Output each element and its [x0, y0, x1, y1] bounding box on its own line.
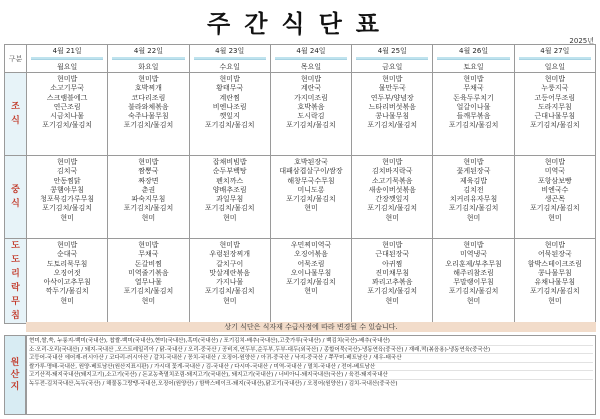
menu-item: 현미: [141, 296, 156, 305]
menu-cell: [514, 73, 595, 156]
menu-item: 코다리조림: [131, 93, 166, 102]
menu-cell: [352, 73, 433, 156]
menu-cell: [352, 156, 433, 239]
menu-cell: [270, 73, 351, 156]
origin-line: 쌀가루·명태-국내산, 원양-베트남산(원산지표시판) / 가시대 꽃게-국내산 / 김-국내산 / 다시마-국내산 / 미역-국내산 / 멸치-국내산 / 전어-베트남산: [29, 363, 593, 372]
menu-item: 현미: [466, 296, 481, 305]
origin-line: 소·오리-오리(국내산) / 돼지-국내산 ,오스트레일리아 / 닭-국내산 / 오리-중국산 / 공비지,연두부,순두부,두부-대두(외국산) / 종합어묵(국산)-냉동연육(중국산) / 재래,떡(볶음용)-냉동연육(중국산): [29, 346, 593, 355]
day-date: 4월 23일: [215, 47, 245, 55]
day-weekday: 금요일: [382, 63, 403, 71]
menu-item: 계란국: [300, 84, 322, 93]
menu-item: 연근조림: [53, 102, 81, 111]
menu-item: 해주리참조림: [453, 268, 494, 277]
day-header: [27, 45, 108, 73]
origin-label-char: 산: [10, 370, 20, 380]
menu-item: 느타리버섯볶음: [368, 102, 416, 111]
gubun-header: 구분: [5, 45, 27, 73]
meal-label-char: 조: [11, 102, 20, 112]
menu-item: 김치전: [463, 185, 484, 194]
menu-item: 비엔나조림: [212, 102, 247, 111]
menu-item: 현미밥: [463, 241, 484, 249]
menu-cell: [108, 73, 189, 156]
menu-item: 포기김치/물김치: [204, 287, 255, 296]
menu-item: 대패삼겹살구이/쌈장: [279, 167, 343, 176]
menu-item: 도라지무침: [537, 102, 572, 111]
menu-item: 무채국: [138, 250, 159, 259]
menu-item: 물만두국: [378, 84, 406, 93]
menu-item: 김치바지락국: [371, 167, 413, 176]
weekday-bar: [31, 57, 103, 60]
header-row: [5, 45, 596, 73]
origin-line: 고기산적-돼지국내산(돼지고기),소고기(국산) / 돈교농축멸치조림-돼지고기(국내산), 돼지고기(국내산) / 너비아니-돼지국내산(국산) / 육전-돼지국내산: [29, 371, 593, 380]
origin-label: [4, 335, 26, 415]
menu-item: 불라와체볶음: [128, 102, 169, 111]
menu-item: 계란찜: [219, 93, 240, 102]
menu-item: 도시락김: [297, 112, 325, 121]
menu-item: 소고기묵볶음: [371, 176, 413, 185]
menu-item: 오이나물무침: [290, 268, 332, 277]
menu-item: 어묵조림: [297, 259, 325, 268]
menu-item: 근대나물무침: [534, 112, 576, 121]
menu-item: 깻잎지: [219, 112, 240, 121]
menu-item: 함박스테이크조림: [527, 259, 582, 268]
menu-cell: [108, 156, 189, 239]
menu-item: 포기김치/물김치: [286, 121, 336, 130]
menu-item: 현미: [60, 296, 74, 305]
menu-item: 가지나물: [216, 278, 244, 287]
menu-item: 근대된장국: [375, 250, 410, 259]
menu-item: 치커리유자무침: [449, 195, 498, 204]
day-header: [433, 45, 514, 73]
menu-item: 소고기무국: [50, 84, 85, 93]
origin-label-char: 원: [10, 358, 20, 368]
notice-banner: 상기 식단은 식자재 수급사정에 따라 변경될 수 있습니다.: [26, 322, 596, 332]
menu-item: 어묵된장국: [537, 250, 572, 259]
menu-item: 호박된장국: [294, 158, 328, 166]
menu-item: 춘권: [141, 185, 156, 194]
meal-label: [5, 156, 27, 239]
origin-label-char: 지: [10, 382, 20, 392]
menu-item: 파숙지무침: [131, 195, 166, 204]
menu-item: 현미: [304, 287, 318, 296]
menu-item: 해창무국수무침: [287, 176, 335, 185]
menu-item: 현미: [466, 213, 481, 222]
menu-item: 미역국: [544, 167, 565, 176]
menu-item: 김치국: [56, 167, 78, 176]
meal-label-char: 리: [11, 269, 20, 279]
day-header: [108, 45, 189, 73]
menu-item: 미니도롱: [297, 185, 325, 194]
menu-item: 현미밥: [138, 241, 159, 249]
day-weekday: 수요일: [219, 63, 240, 71]
menu-item: 비엔국수: [541, 185, 569, 194]
weekday-bar: [112, 57, 184, 60]
menu-item: 현미: [60, 213, 74, 222]
menu-item: 아귀찜: [382, 259, 403, 268]
menu-cell: [433, 73, 514, 156]
day-date: 4월 25일: [377, 47, 407, 55]
day-date: 4월 24일: [296, 47, 326, 55]
menu-item: 생곤목: [544, 195, 565, 204]
origin-line: 현미,쌀,쑥, 누룽지-백미(국내산), 찹쌀-백미(국내산),현미(국내산),흑미(국내산) / 포기김치-배추(국내산),고춧가루(국내산) / 백김치(국산)-배추(국내산): [29, 337, 593, 346]
menu-item: 짬뽕국: [138, 167, 159, 176]
day-date: 4월 21일: [52, 47, 82, 55]
menu-item: 현미: [385, 213, 400, 222]
menu-cell: [514, 239, 595, 324]
day-date: 4월 26일: [458, 47, 489, 55]
menu-item: 무채국: [463, 84, 484, 93]
menu-item: 미역냉국: [460, 250, 488, 259]
menu-item: 갈치구이: [216, 259, 244, 268]
day-header: [189, 45, 270, 73]
menu-cell: [108, 239, 189, 324]
menu-item: 안동찜닭: [53, 176, 81, 185]
menu-item: 양배추조림: [212, 185, 247, 194]
meal-label: [5, 73, 27, 156]
menu-item: 포기김치/물김치: [529, 287, 580, 296]
menu-item: 순대국: [56, 250, 78, 259]
menu-item: 새송이버섯볶음: [368, 185, 416, 194]
menu-item: 유채나물무침: [534, 278, 576, 287]
meal-label-char: 도: [11, 241, 20, 251]
menu-item: 현미밥: [219, 75, 240, 83]
menu-item: 도토리묵무침: [46, 259, 88, 268]
day-weekday: 목요일: [300, 63, 322, 71]
menu-item: 청포묵김가루무침: [40, 195, 95, 204]
menu-item: 현미밥: [463, 158, 484, 166]
menu-item: 아삭이고추무침: [43, 278, 91, 287]
day-header: [514, 45, 595, 73]
menu-item: 순두부백탕: [212, 167, 247, 176]
menu-item: 제육김밥: [460, 176, 488, 185]
menu-item: 꽈리고추볶음: [371, 278, 413, 287]
menu-item: 포기김치/물김치: [529, 204, 580, 213]
menu-item: 현미밥: [544, 241, 565, 249]
meal-label-char: 무: [11, 297, 20, 307]
origin-line: 고등어-국내산 에어재-러시아산 / 코다리-러시아산 / 갈치-국내산 / 꽁치-국내산 / 오징어-원양산 / 아귀-중국산 / 낙지-중국산 / 쭈꾸미-베트남산 / 새우-태국산: [29, 354, 593, 363]
weekly-menu-table: [4, 44, 596, 324]
meal-label-char: 중: [11, 185, 20, 195]
menu-item: 누룽지국: [541, 84, 569, 93]
meal-label-char: 식: [11, 199, 20, 209]
menu-item: 현미밥: [463, 75, 484, 83]
meal-label: [5, 239, 27, 324]
menu-item: 잡채비빔밥: [212, 158, 247, 166]
page-title: 주간식단표: [207, 10, 393, 38]
menu-cell: [189, 73, 270, 156]
day-header: [270, 45, 351, 73]
meal-label-char: 식: [11, 116, 20, 126]
menu-item: 황태무국: [216, 84, 244, 93]
menu-item: 포기김치/물김치: [529, 121, 580, 130]
meal-row-lunch: [5, 156, 596, 239]
menu-item: 콩나물무침: [375, 112, 410, 121]
menu-item: 포기김치/물김치: [204, 121, 255, 130]
menu-item: 현미: [222, 296, 237, 305]
menu-item: 현미밥: [138, 75, 159, 83]
menu-item: 포기김치/물김치: [448, 121, 499, 130]
menu-cell: [270, 156, 351, 239]
menu-item: 우민찌미역국: [290, 241, 332, 249]
origin-line: 녹두전-김치국내산,녹두(국산) / 해물동그랑땡-국내산,오징어(원양산) / 함박스테이크-돼지(국내산),닭고기(국내산) / 오징어(원양산) / 김치-국내산(중국산): [29, 380, 398, 387]
menu-item: 현미: [141, 213, 156, 222]
menu-item: 현미밥: [219, 241, 240, 249]
menu-item: 맛살계란볶음: [209, 268, 250, 277]
meal-label-char: 도: [11, 255, 20, 265]
menu-item: 미역줄기볶음: [128, 268, 169, 277]
menu-item: 짜장면: [138, 176, 159, 185]
menu-item: 포기김치/물김치: [204, 204, 255, 213]
menu-cell: [27, 239, 108, 324]
menu-item: 포기김치/물김치: [448, 204, 499, 213]
menu-item: 호박볶음: [297, 102, 325, 111]
day-weekday: 월요일: [56, 63, 78, 71]
menu-item: 오징어젓: [53, 268, 81, 277]
menu-item: 현미밥: [382, 158, 403, 166]
menu-item: 열무나물: [134, 278, 162, 287]
menu-item: 현미밥: [138, 158, 159, 166]
menu-item: 오리훈제/부추무침: [445, 259, 502, 268]
menu-item: 현미밥: [56, 241, 78, 249]
weekday-bar: [275, 57, 347, 60]
menu-item: 현미: [304, 204, 318, 213]
menu-cell: [514, 156, 595, 239]
menu-item: 숙주나물무침: [128, 112, 169, 121]
menu-item: 스크램블에그: [46, 93, 88, 102]
menu-item: 현미밥: [56, 75, 78, 83]
menu-cell: [352, 239, 433, 324]
menu-cell: [27, 73, 108, 156]
weekday-bar: [194, 57, 266, 60]
menu-item: 포기김치/물김치: [123, 204, 174, 213]
menu-item: 무말랭이무침: [453, 278, 494, 287]
meal-row-dinner: [5, 239, 596, 324]
menu-item: 포기김치/물김치: [448, 287, 499, 296]
menu-item: 간장깻잎지: [375, 195, 410, 204]
menu-item: 오징어볶음: [294, 250, 328, 259]
menu-item: 진미채무침: [375, 268, 410, 277]
menu-item: 포기김치/물김치: [367, 121, 418, 130]
menu-item: 펜치까스: [216, 176, 244, 185]
menu-item: 포기김치/물김치: [286, 278, 336, 287]
menu-item: 현미: [548, 213, 562, 222]
menu-item: 우렁된장찌개: [209, 250, 250, 259]
menu-item: 포기김치/물김치: [123, 287, 174, 296]
menu-item: 포기김치/물김치: [286, 195, 336, 204]
menu-item: 얼갈이나물: [456, 102, 491, 111]
menu-item: 돈육두루치기: [453, 93, 494, 102]
menu-item: 호박찌개: [134, 84, 162, 93]
menu-item: 포기김치/물김치: [367, 287, 418, 296]
menu-item: 깍두기/물김치: [45, 287, 89, 296]
day-weekday: 화요일: [138, 63, 159, 71]
menu-cell: [270, 239, 351, 324]
day-weekday: 일요일: [544, 63, 565, 71]
menu-item: 현미: [222, 213, 237, 222]
menu-item: 현미밥: [544, 158, 565, 166]
menu-item: 포기김치/물김치: [42, 121, 92, 130]
origin-info: [26, 335, 596, 415]
menu-item: 콩나물무침: [537, 268, 572, 277]
menu-item: 현미밥: [382, 75, 403, 83]
menu-item: 현미: [548, 296, 562, 305]
day-weekday: 토요일: [463, 63, 484, 71]
menu-item: 포기김치/물김치: [367, 204, 418, 213]
menu-item: 과일무침: [216, 195, 244, 204]
menu-item: 가지미조림: [294, 93, 328, 102]
day-date: 4월 22일: [133, 47, 163, 55]
weekday-bar: [437, 57, 509, 60]
menu-item: 현미밥: [382, 241, 403, 249]
menu-cell: [27, 156, 108, 239]
menu-item: 꽃게된장국: [456, 167, 491, 176]
weekday-bar: [356, 57, 428, 60]
menu-cell: [189, 239, 270, 324]
menu-item: 고등어무조림: [534, 93, 576, 102]
meal-label-char: 침: [11, 311, 20, 321]
menu-item: 포항삼보빵: [537, 176, 572, 185]
menu-item: 현미밥: [56, 158, 78, 166]
meal-label-char: 락: [11, 283, 20, 293]
day-header: [352, 45, 433, 73]
menu-cell: [433, 239, 514, 324]
menu-item: 현미밥: [300, 75, 322, 83]
menu-item: 연두부/양념장: [370, 93, 414, 102]
menu-item: 포기김치/물김치: [42, 204, 92, 213]
menu-item: 포기김치/물김치: [123, 121, 174, 130]
weekday-bar: [519, 57, 591, 60]
year-label: 2025년: [569, 37, 594, 45]
meal-row-breakfast: [5, 73, 596, 156]
menu-item: 들깨무볶음: [456, 112, 491, 121]
menu-item: 시금치나물: [50, 112, 85, 121]
menu-item: 돈갈비찜: [134, 259, 162, 268]
menu-item: 현미: [385, 296, 400, 305]
day-date: 4월 27일: [540, 47, 570, 55]
menu-item: 현미밥: [544, 75, 565, 83]
menu-item: 콩햄야무침: [50, 185, 85, 194]
menu-cell: [433, 156, 514, 239]
menu-cell: [189, 156, 270, 239]
